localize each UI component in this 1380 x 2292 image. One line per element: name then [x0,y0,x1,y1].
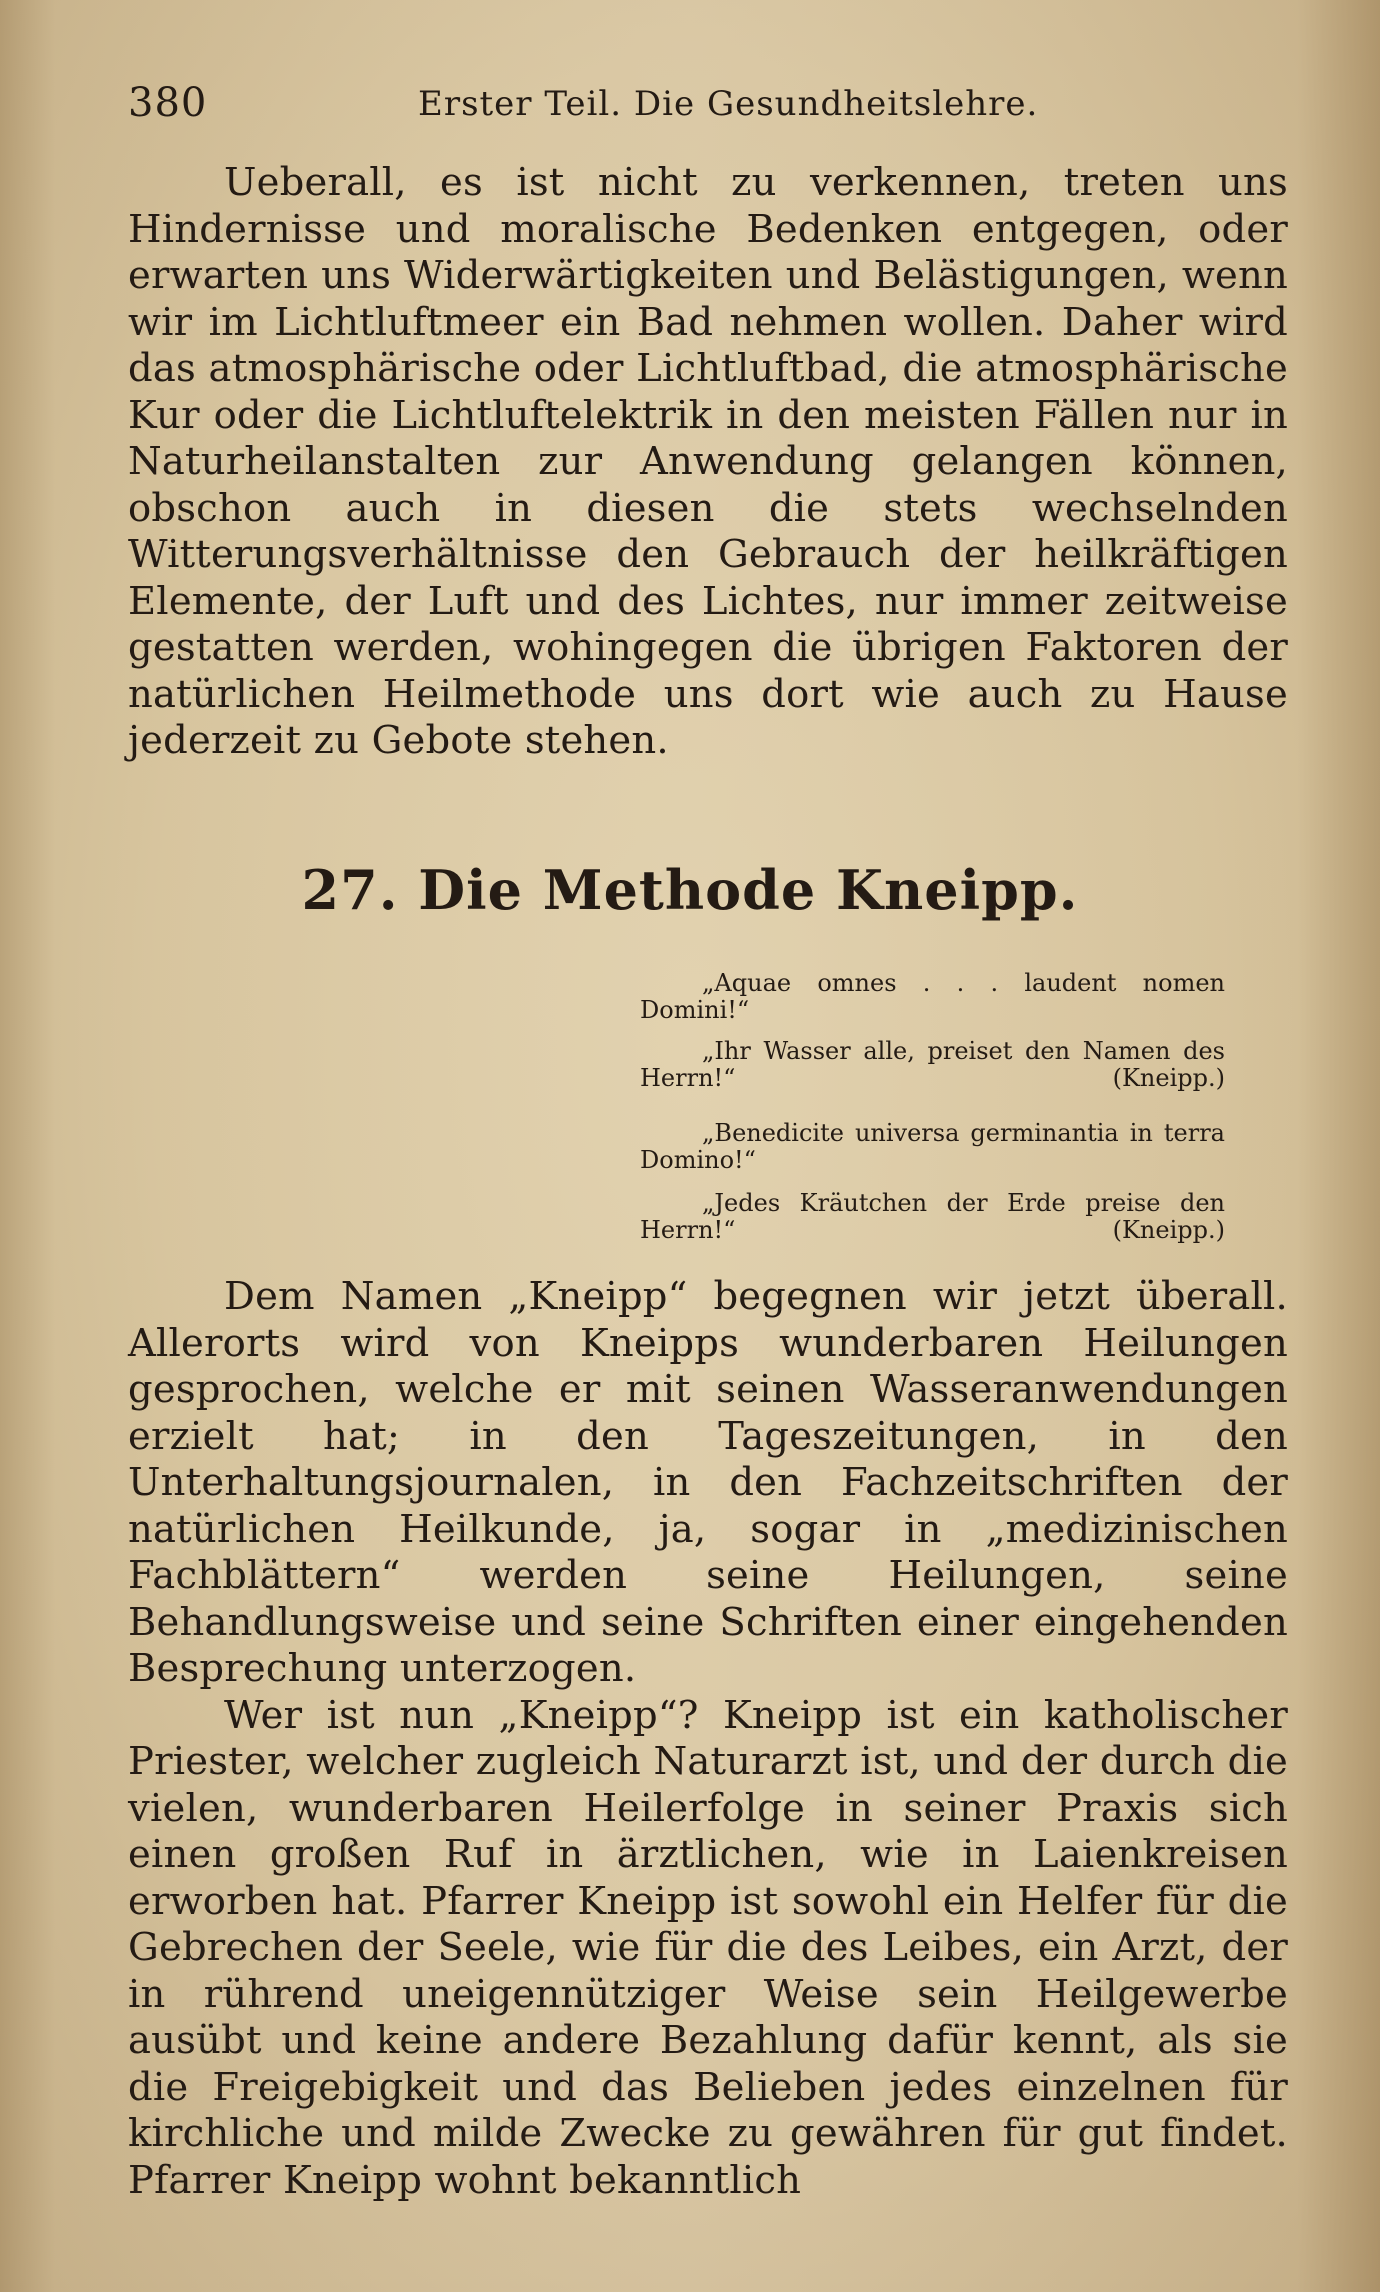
motto-text: „Ihr Wasser alle, preiset den Namen des Herrn!“ [640,1037,1225,1092]
motto-latin-1 [640,970,1225,1024]
motto-text: „Jedes Kräutchen der Erde preise den Herrn!“ [640,1189,1225,1244]
motto-text: „Benedicite universa germinantia in terra Domino!“ [640,1119,1225,1174]
paragraph: Dem Namen „Kneipp“ begegnen wir jetzt überall. Allerorts wird von Kneipps wunderbaren Heilungen gesprochen, welche er mit seinen Wasseranwendungen erzielt hat; in den Tageszeitungen, in den Unterhaltungsjournalen, in den Fachzeitschriften der natürlichen Heilkunde, ja, sogar in „medizinischen Fachblättern“ werden seine Heilungen, seine Behandlungsweise und seine Schriften einer eingehenden Besprechung unterzogen. [128,1274,1288,1691]
motto-latin-2 [640,1120,1225,1174]
running-head [128,80,1288,130]
motto-attribution: (Kneipp.) [1112,1216,1225,1244]
page-number: 380 [128,80,208,126]
motto-german-1 [640,1038,1225,1092]
section-heading: 27. Die Methode Kneipp. [301,858,1079,922]
text-block-top [128,160,1288,765]
paragraph: Ueberall, es ist nicht zu verkennen, treten uns Hindernisse und moralische Bedenken entgegen, oder erwarten uns Widerwärtigkeiten und Belästigungen, wenn wir im Lichtluftmeer ein Bad nehmen wollen. Daher wird das atmosphärische oder Lichtluftbad, die atmosphärische Kur oder die Lichtluftelektrik in den meisten Fällen nur in Naturheilanstalten zur Anwendung gelangen können, obschon auch in diesen die stets wechselnden Witterungsverhältnisse den Gebrauch der heilkräftigen Elemente, der Luft und des Lichtes, nur immer zeitweise gestatten werden, wohingegen die übrigen Faktoren der natürlichen Heilmethode uns dort wie auch zu Hause jederzeit zu Gebote stehen. [128,160,1288,763]
motto-text: „Aquae omnes . . . laudent nomen Domini!“ [640,969,1225,1024]
running-head-title: Erster Teil. Die Gesundheitslehre. [418,84,1039,124]
paragraph: Wer ist nun „Kneipp“? Kneipp ist ein katholischer Priester, welcher zugleich Naturarzt ist, und der durch die vielen, wunderbaren Heilerfolge in seiner Praxis sich einen großen Ruf in ärztlichen, wie in Laienkreisen erworben hat. Pfarrer Kneipp ist sowohl ein Helfer für die Gebrechen der Seele, wie für die des Leibes, ein Arzt, der in rührend uneigennütziger Weise sein Heilgewerbe ausübt und keine andere Bezahlung dafür kennt, als sie die Freigebigkeit und das Belieben jedes einzelnen für kirchliche und milde Zwecke zu gewähren für gut findet. Pfarrer Kneipp wohnt bekanntlich [128,1692,1288,2203]
motto-german-2 [640,1190,1225,1244]
text-block-bottom [128,1274,1288,2204]
motto-attribution: (Kneipp.) [1112,1064,1225,1092]
